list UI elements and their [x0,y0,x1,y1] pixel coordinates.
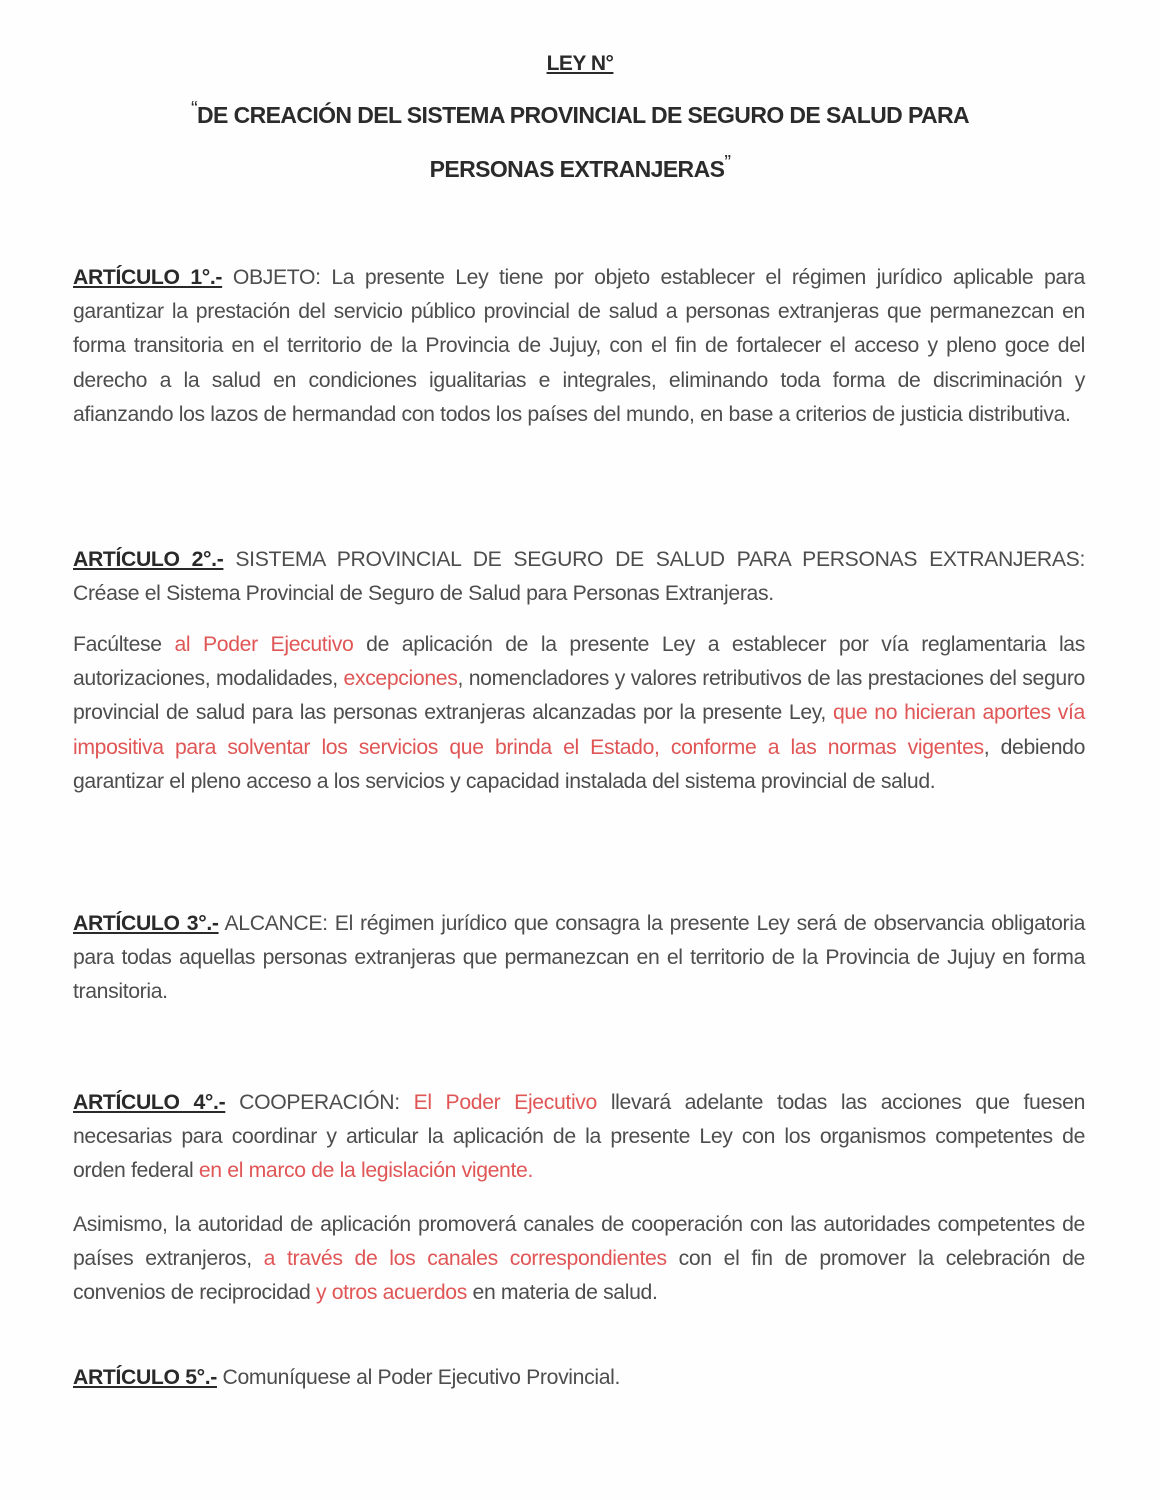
article-text: COOPERACIÓN: [225,1091,414,1114]
article-text: SISTEMA PROVINCIAL DE SEGURO DE SALUD PARA PERSONAS EXTRANJERAS: Créase el Sistema Provincial de Seguro de Salud para Personas Extranjeras. [73,548,1085,606]
article-text: Facúltese [73,633,175,656]
article-4 [73,1086,1085,1189]
article-text: OBJETO: La presente Ley tiene por objeto establecer el régimen jurídico aplicable para garantizar la prestación del servicio público provincial de salud a personas extranjeras que permanezcan en forma transitoria en el territorio de la Provincia de Jujuy, con el fin de fortalecer el acceso y pleno goce del derecho a la salud en condiciones igualitarias e integrales, eliminando toda forma de discriminación y afianzando los lazos de hermandad con todos los países del mundo, en base a criterios de justicia distributiva. [73,266,1085,426]
law-title-line-1 [0,98,1160,129]
highlighted-text: al Poder Ejecutivo [174,633,354,656]
law-title-text-2: PERSONAS EXTRANJERAS [429,156,725,182]
close-quote: ” [724,152,731,174]
article-2 [73,543,1085,611]
highlighted-text: que no hicieran aportes vía impositiva para solventar los servicios que brinda el Estado, conforme a las normas vigentes [73,701,1085,759]
article-text: ALCANCE: El régimen jurídico que consagra la presente Ley será de observancia obligatoria para todas aquellas personas extranjeras que permanezcan en el territorio de la Provincia de Jujuy en forma transitoria. [73,912,1085,1004]
article-label: ARTÍCULO 3°.- [73,912,219,935]
highlighted-text: El Poder Ejecutivo [413,1091,597,1114]
article-label: ARTÍCULO 4°.- [73,1091,226,1114]
law-number-heading: LEY N° [546,52,614,75]
law-title-line-2 [0,152,1160,183]
article-3 [73,907,1085,1010]
article-label: ARTÍCULO 1°.- [73,266,223,289]
article-1 [73,261,1085,432]
highlighted-text: en el marco de la legislación vigente. [198,1159,534,1183]
article-text: de aplicación de la presente Ley a establecer por vía reglamentaria las autorizaciones, modalidades, [73,633,1085,691]
article-text: , debiendo garantizar el pleno acceso a los servicios y capacidad instalada del sistema provincial de salud. [73,735,1086,793]
highlighted-text: y otros acuerdos [315,1281,467,1305]
article-label: ARTÍCULO 5°.- [73,1366,217,1389]
law-title-text-1: DE CREACIÓN DEL SISTEMA PROVINCIAL DE SEGURO DE SALUD PARA [197,102,970,128]
article-text: en materia de salud. [466,1281,658,1305]
highlighted-text: excepciones [343,667,458,691]
article-text: Comuníquese al Poder Ejecutivo Provincial. [217,1366,621,1389]
article-4-paragraph-2 [73,1208,1085,1311]
article-2-paragraph-2 [73,628,1085,799]
article-text: llevará adelante todas las acciones que fuesen necesarias para coordinar y articular la aplicación de la presente Ley con los organismos competentes de orden federal [73,1091,1086,1183]
article-5 [73,1361,1085,1395]
article-text: Asimismo, la autoridad de aplicación promoverá canales de cooperación con las autoridades competentes de países extranjeros, [73,1213,1085,1271]
article-text: con el fin de promover la celebración de convenios de reciprocidad [73,1247,1085,1305]
highlighted-text: a través de los canales correspondientes [263,1247,667,1271]
open-quote: “ [190,98,198,120]
article-text: , nomencladores y valores retributivos de las prestaciones del seguro provincial de salud para las personas extranjeras alcanzadas por la presente Ley, [73,667,1085,725]
article-label: ARTÍCULO 2°.- [73,548,224,571]
